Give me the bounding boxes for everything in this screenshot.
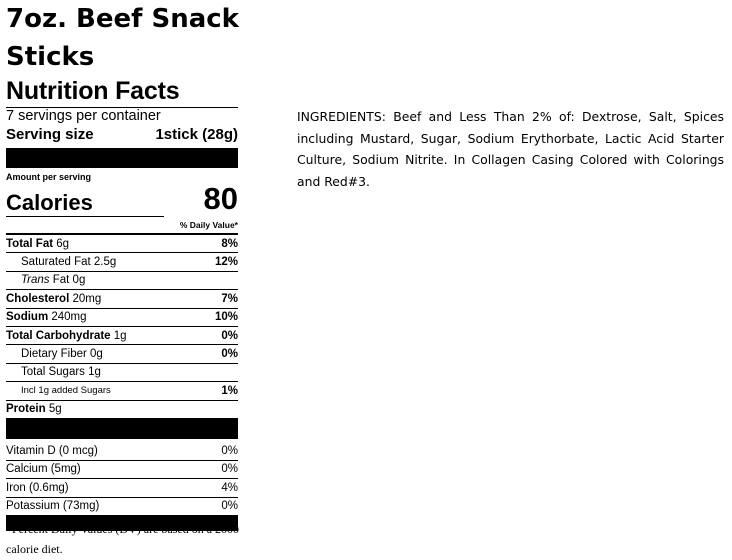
daily-value-header: % Daily Value* <box>179 220 238 230</box>
nutrient-pct: 0% <box>221 329 238 342</box>
nutrient-pct: 12% <box>214 256 238 269</box>
vitamin-row-potassium <box>6 497 238 516</box>
nutrient-row-sodium <box>6 308 238 326</box>
nutrient-name: Total Fat <box>6 237 54 250</box>
nutrient-label: Total Sugars 1g <box>21 366 101 379</box>
vitamin-row-calcium <box>6 460 238 479</box>
vitamin-label: Potassium (73mg) <box>6 500 100 513</box>
nutrient-amount: 1g <box>110 329 127 342</box>
nutrition-facts-panel <box>6 76 238 531</box>
vitamin-pct: 0% <box>221 444 238 457</box>
nutrient-pct: 8% <box>221 237 238 250</box>
nutrient-amount: 20mg <box>69 292 102 305</box>
nutrient-row-protein <box>6 400 238 418</box>
serving-size-row <box>6 125 238 144</box>
servings-per-container: 7 servings per container <box>6 108 161 124</box>
nutrient-amount: 6g <box>53 237 70 250</box>
nutrient-pct: 1% <box>221 384 238 397</box>
vitamin-label: Calcium (5mg) <box>6 463 81 476</box>
nutrient-row-dietary-fiber <box>6 344 238 362</box>
nutrient-pct: 0% <box>221 348 238 361</box>
nutrient-label: Saturated Fat 2.5g <box>21 256 117 269</box>
nutrient-name: Total Carbohydrate <box>6 329 111 342</box>
nutrient-name: Protein <box>6 403 46 416</box>
nutrient-name: Cholesterol <box>6 292 70 305</box>
nutrient-row-added-sugars <box>6 381 238 399</box>
calories-label: Calories <box>6 190 164 217</box>
nutrient-name: Trans <box>21 274 50 287</box>
nutrient-row-saturated-fat <box>6 252 238 270</box>
nutrient-row-total-fat <box>6 233 238 252</box>
product-title: 7oz. Beef Snack Sticks <box>6 4 239 72</box>
ingredients-text: INGREDIENTS: Beef and Less Than 2% of: Dextrose, Salt, Spices including Mustard, Sugar, Sodium Erythorbate, Lactic Acid Starter Culture, Sodium Nitrite. In Collagen Casing Colored with Colorings and Red#3. <box>297 109 724 189</box>
nutrient-amount: 5g <box>45 403 62 416</box>
calories-value: 80 <box>203 181 238 216</box>
nutrient-name: Sodium <box>6 311 49 324</box>
nutrient-label: Dietary Fiber 0g <box>21 348 103 361</box>
nutrient-row-total-sugars <box>6 363 238 381</box>
nutrient-label: Incl 1g added Sugars <box>21 385 111 397</box>
vitamin-pct: 4% <box>221 481 238 494</box>
thick-divider <box>6 418 238 439</box>
calories-row <box>6 183 238 217</box>
thick-divider <box>6 148 238 168</box>
vitamin-list <box>6 442 238 515</box>
daily-value-footnote: *Percent Daily Values (DV) are based on a 2000 calorie diet. <box>6 522 240 556</box>
nutrient-pct: 7% <box>221 292 238 305</box>
nutrient-row-trans-fat <box>6 271 238 289</box>
vitamin-row-iron <box>6 478 238 497</box>
nutrient-amount: 240mg <box>48 311 87 324</box>
serving-size-value: 1stick (28g) <box>155 126 238 143</box>
vitamin-label: Iron (0.6mg) <box>6 481 69 494</box>
nutrient-amount: Fat 0g <box>49 274 86 287</box>
vitamin-pct: 0% <box>221 463 238 476</box>
vitamin-pct: 0% <box>221 500 238 513</box>
vitamin-row-vitamin-d <box>6 442 238 460</box>
nutrient-row-total-carbohydrate <box>6 326 238 344</box>
nutrition-facts-heading: Nutrition Facts <box>6 77 180 105</box>
nutrient-pct: 10% <box>214 311 238 324</box>
amount-per-serving: Amount per serving <box>6 172 92 182</box>
vitamin-label: Vitamin D (0 mcg) <box>6 444 98 457</box>
serving-size-label: Serving size <box>6 126 94 143</box>
nutrient-row-cholesterol <box>6 289 238 307</box>
